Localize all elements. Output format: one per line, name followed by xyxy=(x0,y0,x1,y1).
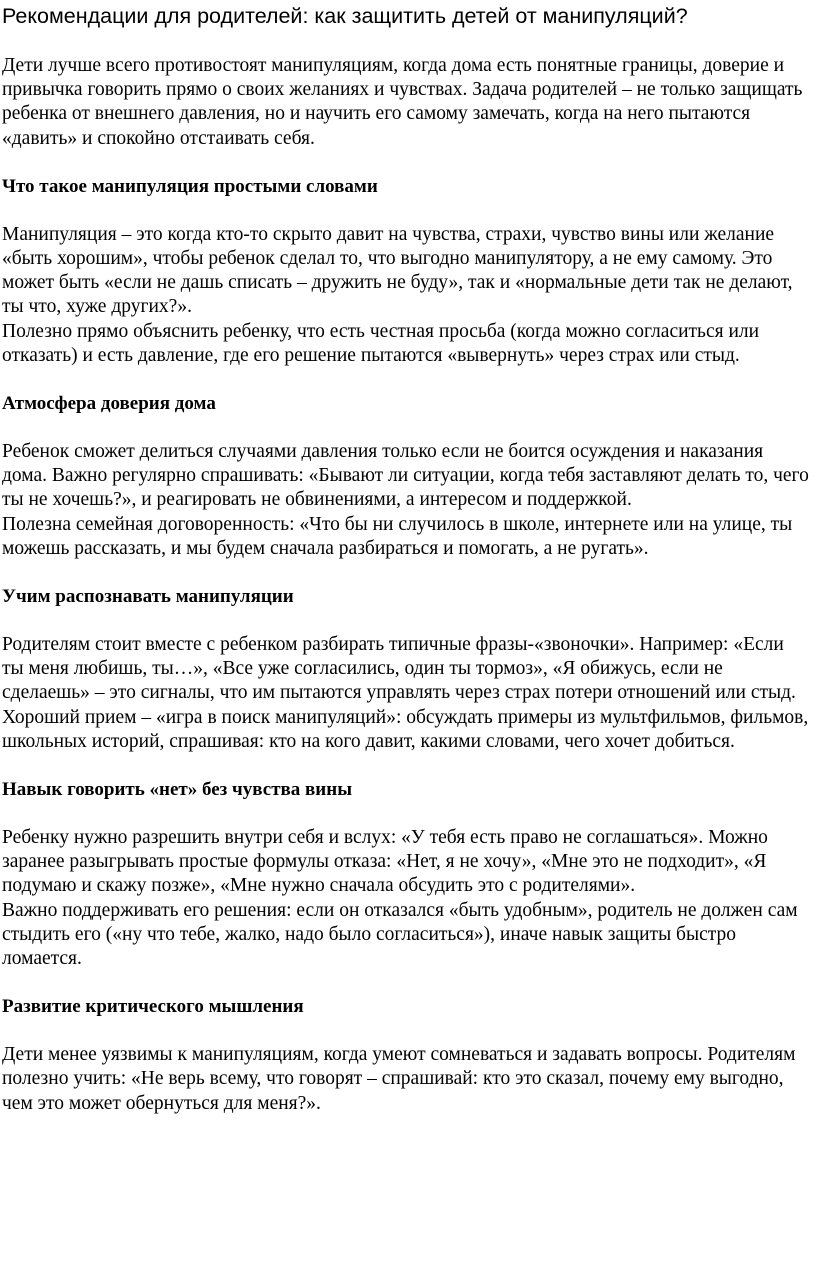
section-heading: Развитие критического мышления xyxy=(2,996,304,1018)
section-trust-at-home xyxy=(2,392,810,561)
section-paragraph: Манипуляция – это когда кто-то скрыто давит на чувства, страхи, чувство вины или желание «быть хорошим», чтобы ребенок сделал то, что выгодно манипулятору, а не ему самому. Это может быть «если не дашь списать – дружить не буду», так и «нормальные дети так не делают, ты что, хуже других?». xyxy=(2,223,793,318)
section-say-no xyxy=(2,778,810,971)
section-paragraph: Родителям стоит вместе с ребенком разбирать типичные фразы-«звоночки». Например: «Если ты меня любишь, ты…», «Все уже согласились, один ты тормоз», «Я обижусь, если не сделаешь» – это сигналы, что им пытаются управлять через страх потери отношений или стыд. xyxy=(2,634,796,704)
section-heading: Что такое манипуляция простыми словами xyxy=(2,175,378,197)
section-paragraph: Важно поддерживать его решения: если он отказался «быть удобным», родитель не должен сам стыдить его («ну что тебе, жалко, надо было согласиться»), иначе навык защиты быстро ломается. xyxy=(2,899,798,970)
section-paragraph: Ребенку нужно разрешить внутри себя и вслух: «У тебя есть право не соглашаться». Можно заранее разыгрывать простые формулы отказа: «Нет, я не хочу», «Мне это не подходит», «Я подумаю и скажу позже», «Мне нужно сначала обсудить это с родителями». xyxy=(2,827,768,897)
section-heading: Навык говорить «нет» без чувства вины xyxy=(2,779,353,801)
section-critical-thinking xyxy=(2,995,810,1116)
intro-paragraph: Дети лучше всего противостоят манипуляциям, когда дома есть понятные границы, доверие и привычка говорить прямо о своих желаниях и чувствах. Задача родителей – не только защищать ребенка от внешнего давления, но и научить его самому замечать, когда на него пытаются «давить» и спокойно отстаивать себя. xyxy=(2,55,803,149)
section-paragraph: Ребенок сможет делиться случаями давления только если не боится осуждения и наказания дома. Важно регулярно спрашивать: «Бывают ли ситуации, когда тебя заставляют делать то, чего ты не хочешь?», и реагировать не обвинениями, а интересом и поддержкой. xyxy=(2,441,809,511)
section-recognize-manipulation xyxy=(2,585,810,754)
section-paragraph: Дети менее уязвимы к манипуляциям, когда умеют сомневаться и задавать вопросы. Родителям полезно учить: «Не верь всему, что говорят – спрашивай: кто это сказал, почему ему выгодно, чем это может обернуться для меня?». xyxy=(2,1044,796,1114)
section-paragraph: Полезна семейная договоренность: «Что бы ни случилось в школе, интернете или на улице, ты можешь рассказать, и мы будем сначала разбираться и помогать, а не ругать». xyxy=(2,513,793,559)
section-heading: Учим распознавать манипуляции xyxy=(2,586,294,608)
section-paragraph: Полезно прямо объяснить ребенку, что есть честная просьба (когда можно согласиться или отказать) и есть давление, где его решение пытаются «вывернуть» через страх или стыд. xyxy=(2,320,760,366)
section-paragraph: Хороший прием – «игра в поиск манипуляций»: обсуждать примеры из мультфильмов, фильмов, школьных историй, спрашивая: кто на кого давит, какими словами, чего хочет добиться. xyxy=(2,706,809,752)
document-title: Рекомендации для родителей: как защитить детей от манипуляций? xyxy=(2,4,688,28)
section-what-is-manipulation xyxy=(2,175,810,368)
section-heading: Атмосфера доверия дома xyxy=(2,393,216,415)
